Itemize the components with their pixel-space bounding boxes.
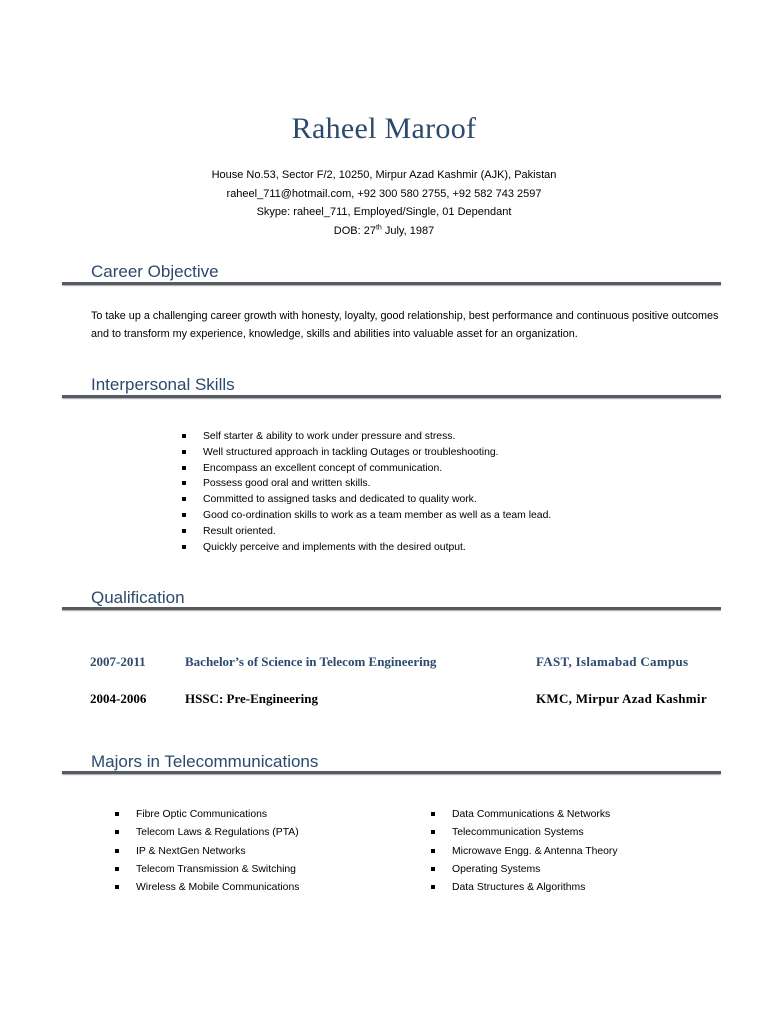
major-text: Data Structures & Algorithms	[452, 882, 586, 894]
bullet-icon	[182, 545, 186, 549]
major-text: Telecommunication Systems	[452, 827, 584, 839]
bullet-icon	[431, 849, 435, 853]
section-divider	[62, 395, 721, 398]
list-item	[431, 879, 618, 897]
bullet-icon	[115, 830, 119, 834]
list-item	[182, 461, 551, 477]
skill-text: Quickly perceive and implements with the desired output.	[203, 541, 466, 553]
qualification-degree: Bachelor’s of Science in Telecom Engineering	[185, 654, 437, 669]
list-item	[115, 879, 299, 897]
list-item	[182, 540, 551, 556]
list-item	[182, 476, 551, 492]
applicant-name: Raheel Maroof	[291, 112, 477, 145]
list-item	[182, 508, 551, 524]
section-divider	[62, 282, 721, 285]
major-text: Microwave Engg. & Antenna Theory	[452, 845, 618, 857]
major-text: IP & NextGen Networks	[136, 845, 246, 857]
majors-heading: Majors in Telecommunications	[91, 752, 319, 771]
address-line: House No.53, Sector F/2, 10250, Mirpur Azad Kashmir (AJK), Pakistan	[211, 169, 557, 181]
contact-block	[0, 166, 768, 240]
interpersonal-skills-heading: Interpersonal Skills	[91, 375, 235, 394]
major-text: Wireless & Mobile Communications	[136, 882, 300, 894]
majors-list-left	[115, 806, 299, 897]
skills-list	[182, 429, 551, 555]
skill-text: Good co-ordination skills to work as a team member as well as a team lead.	[203, 509, 552, 521]
qualification-institute: FAST, Islamabad Campus	[536, 654, 689, 669]
qualification-row	[90, 654, 730, 674]
bullet-icon	[115, 812, 119, 816]
major-text: Telecom Laws & Regulations (PTA)	[136, 827, 299, 839]
major-text: Fibre Optic Communications	[136, 809, 268, 820]
list-item	[115, 843, 299, 861]
bullet-icon	[431, 885, 435, 889]
list-item	[115, 806, 299, 824]
skill-text: Committed to assigned tasks and dedicated to quality work.	[203, 494, 477, 506]
skype-status-line: Skype: raheel_711, Employed/Single, 01 Dependant	[256, 206, 512, 218]
qualification-years: 2007-2011	[90, 654, 146, 669]
bullet-icon	[431, 830, 435, 834]
list-item	[431, 806, 618, 824]
qualification-institute: KMC, Mirpur Azad Kashmir	[536, 691, 707, 706]
bullet-icon	[182, 434, 186, 438]
list-item	[182, 492, 551, 508]
dob-prefix: DOB: 27	[333, 224, 376, 237]
qualification-years: 2004-2006	[90, 691, 147, 706]
list-item	[431, 824, 618, 842]
bullet-icon	[115, 849, 119, 853]
bullet-icon	[431, 812, 435, 816]
email-phone-line: raheel_711@hotmail.com, +92 300 580 2755, +92 582 743 2597	[226, 187, 542, 200]
majors-list-right	[431, 806, 618, 897]
career-objective-text: To take up a challenging career growth with honesty, loyalty, good relationship, best performance and continuous positive outcomes and to transform my experience, knowledge, skills and abilities into valuable asset for an organization.	[91, 310, 719, 340]
major-text: Data Communications & Networks	[452, 809, 611, 820]
bullet-icon	[431, 867, 435, 871]
skill-text: Possess good oral and written skills.	[203, 478, 371, 490]
section-divider	[62, 771, 721, 774]
bullet-icon	[115, 867, 119, 871]
list-item	[182, 524, 551, 540]
dob-superscript: th	[375, 223, 382, 231]
list-item	[431, 843, 618, 861]
skill-text: Result oriented.	[203, 525, 276, 537]
qualification-degree: HSSC: Pre-Engineering	[185, 691, 319, 706]
qualification-heading: Qualification	[91, 588, 185, 607]
bullet-icon	[182, 497, 186, 501]
bullet-icon	[115, 885, 119, 889]
skill-text: Encompass an excellent concept of communication.	[203, 462, 443, 474]
bullet-icon	[182, 466, 186, 470]
list-item	[431, 861, 618, 879]
dob-line	[0, 222, 768, 241]
list-item	[115, 824, 299, 842]
skill-text: Self starter & ability to work under pressure and stress.	[203, 431, 456, 442]
major-text: Operating Systems	[452, 863, 541, 875]
career-objective-heading: Career Objective	[91, 262, 219, 281]
bullet-icon	[182, 529, 186, 533]
bullet-icon	[182, 481, 186, 485]
bullet-icon	[182, 513, 186, 517]
major-text: Telecom Transmission & Switching	[136, 863, 296, 875]
bullet-icon	[182, 450, 186, 454]
list-item	[115, 861, 299, 879]
list-item	[182, 445, 551, 461]
section-divider	[62, 607, 721, 610]
dob-suffix: July, 1987	[381, 224, 435, 237]
skill-text: Well structured approach in tackling Outages or troubleshooting.	[203, 446, 499, 458]
list-item	[182, 429, 551, 445]
qualification-row	[90, 691, 730, 711]
